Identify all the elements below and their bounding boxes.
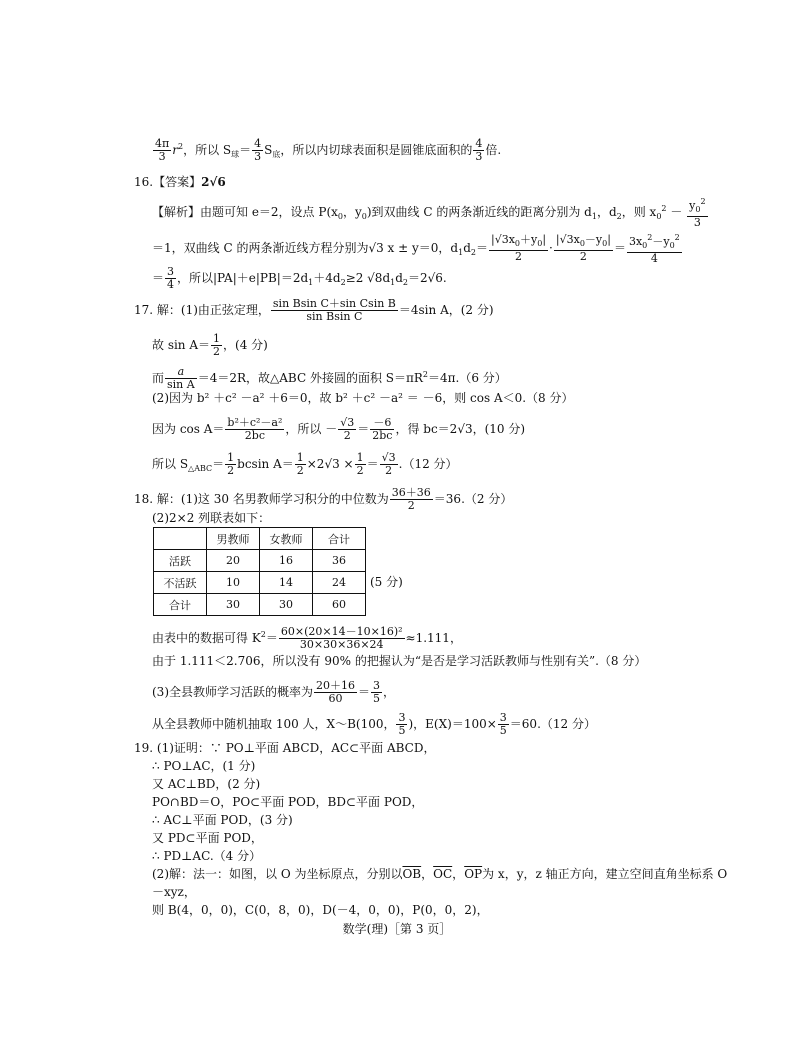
table-cell: 不活跃 xyxy=(154,572,207,594)
table-cell: 合计 xyxy=(313,528,366,550)
q16-line2: ＝1，双曲线 C 的两条渐近线方程分别为√3 x ± y＝0，$d_1d_2=$ $\frac{|√3x_0+y_0|}{2}$ · $\frac{|√3x_0-y_0|}{2}$ ＝ $\frac{3x_0^2-y_0^2}{4}$ xyxy=(152,233,680,265)
page-footer: 数学(理)［第 3 页］ xyxy=(342,922,452,936)
q19-line5: ∴ AC⊥平面 POD，(3 分) xyxy=(152,813,293,827)
q16-line1: 【解析】由题可知 e＝2，设点 $P(x_0$，$y_0$)到双曲线 C 的两条渐近线的距离分别为 $d_1$，$d_2$，则 $x_0^2$ － $\frac{y_0^2}{3}$ xyxy=(152,197,706,229)
table-cell: 20 xyxy=(207,550,260,572)
table-cell: 24 xyxy=(313,572,366,594)
q18-line5: (3)全县教师学习活跃的概率为 $\frac{20+16}{60}$ ＝ $\frac{3}{5}$ ， xyxy=(152,679,396,705)
contingency-table xyxy=(153,527,366,616)
q16-header: 16.【答案】2√6 xyxy=(134,175,226,189)
table-cell: 14 xyxy=(260,572,313,594)
q19-line3: 又 AC⊥BD，(2 分) xyxy=(152,777,261,791)
table-cell: 10 xyxy=(207,572,260,594)
q19-line1: 19. (1)证明：∵ PO⊥平面 ABCD，AC⊂平面 ABCD， xyxy=(134,741,436,755)
table-row xyxy=(154,594,366,616)
table-cell: 男教师 xyxy=(207,528,260,550)
table-cell: 合计 xyxy=(154,594,207,616)
q18-line1: 18. 解：(1)这 30 名男教师学习积分的中位数为 $\frac{36+36}{2}$ ＝36.（2 分） xyxy=(134,486,513,512)
q16-line3: ＝ $\frac{3}{4}$ ，所以$|PA|+e|PB|=2d_1+4d_2\ge 2$ $√8d_1d_2=2√6$. xyxy=(152,265,447,291)
q17-line2: 故 sin A＝ $\frac{1}{2}$ ，(4 分) xyxy=(152,332,268,358)
table-cell xyxy=(154,528,207,550)
table-cell: 女教师 xyxy=(260,528,313,550)
table-cell: 活跃 xyxy=(154,550,207,572)
q19-line9: －xyz， xyxy=(152,885,196,899)
q17-line6: 所以 $S_{\triangle ABC}=$ $\frac{1}{2}$ bcsin A＝ $\frac{1}{2}$ ×2√3 × $\frac{1}{2}$ ＝ $\frac{√3}{2}$ .（12 分） xyxy=(152,451,458,477)
table-header-row xyxy=(154,528,366,550)
prev-answer-line: $\frac{4\pi}{3}$ $r^2$，所以 $S_球=$ $\frac{4}{3}$ $S_底$，所以内切球表面积是圆锥底面积的 $\frac{4}{3}$ 倍. xyxy=(155,137,502,163)
q17-line5: 因为 cos A＝ $\frac{\text{b²＋c²－a²}}{2bc}$ ，所以 － $\frac{√3}{2}$ ＝ $\frac{-6}{2bc}$ ，得 bc＝2√3，(10 分) xyxy=(152,416,526,442)
q18-line3: 由表中的数据可得 $K^2=$ $\frac{\text{60×(20×14－10×16)²}}{30\times 30\times 36\times 24}$ ≈1.111， xyxy=(152,625,462,651)
q19-line6: 又 PD⊂平面 POD， xyxy=(152,831,263,845)
q19-line2: ∴ PO⊥AC，(1 分) xyxy=(152,759,256,773)
q17-line1: 17. 解：(1)由正弦定理， $\frac{\text{sin Bsin C＋sin Csin B}}{\text{sin Bsin C}}$ ＝4sin A，(2 分) xyxy=(134,297,494,323)
fraction: $\frac{4\pi}{3}$ xyxy=(155,137,170,163)
q19-line8: (2)解：法一：如图，以 O 为坐标原点，分别以$\overline{OB}$，$\overline{OC}$，$\overline{OP}$为 x，y，z 轴正方向，建立空间直角坐标系 O xyxy=(152,867,728,881)
q19-line4: PO∩BD＝O，PO⊂平面 POD，BD⊂平面 POD， xyxy=(152,795,424,809)
table-row xyxy=(154,550,366,572)
q19-line7: ∴ PD⊥AC.（4 分） xyxy=(152,849,262,863)
q18-line6: 从全县教师中随机抽取 100 人，X～B(100， $\frac{3}{5}$ )，E(X)＝100× $\frac{3}{5}$ ＝60.（12 分） xyxy=(152,711,596,737)
table-row xyxy=(154,572,366,594)
q17-line3: 而 $\frac{a}{\text{sin A}}$ ＝4＝2R，故△ABC 外接圆的面积 $S=\pi R^2=4\pi.(6$ 分） xyxy=(152,365,507,391)
table-score: (5 分) xyxy=(370,575,403,589)
q17-line4: (2)因为 b² ＋c² －a² ＋6＝0，故 b² ＋c² －a² ＝ －6，则 cos A＜0.（8 分） xyxy=(152,391,574,405)
table-cell: 30 xyxy=(260,594,313,616)
table-cell: 60 xyxy=(313,594,366,616)
table-cell: 30 xyxy=(207,594,260,616)
q18-line2: (2)2×2 列联表如下： xyxy=(152,511,271,525)
table-cell: 36 xyxy=(313,550,366,572)
q19-line10: 则 B(4，0，0)，C(0，8，0)，D(－4，0，0)，P(0，0，2)， xyxy=(152,903,489,917)
q18-line4: 由于 1.111＜2.706，所以没有 90% 的把握认为“是否是学习活跃教师与性别有关”.（8 分） xyxy=(152,654,647,668)
table-cell: 16 xyxy=(260,550,313,572)
